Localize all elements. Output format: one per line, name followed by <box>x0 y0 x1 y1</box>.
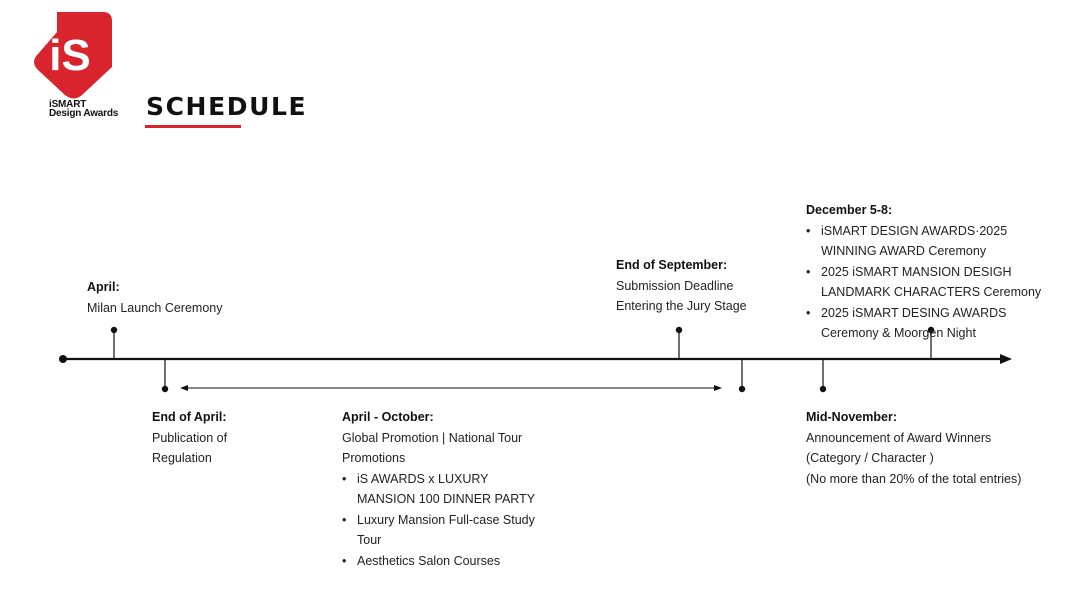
marker-oct-end-dot <box>739 386 745 392</box>
marker-end-april-dot <box>162 386 168 392</box>
event-line: Milan Launch Ceremony <box>87 300 223 315</box>
marker-end-sept-dot <box>676 327 682 333</box>
event-heading: Mid-November: <box>806 410 897 424</box>
event-heading: April: <box>87 280 120 294</box>
brand-name-line2: Design Awards <box>49 108 119 119</box>
page-title: SCHEDULE <box>146 92 308 121</box>
event-line: (Category / Character ) <box>806 451 934 465</box>
event-heading: December 5-8: <box>806 203 893 217</box>
range-arrow-right-head <box>714 385 722 391</box>
event-heading: April - October: <box>342 410 434 424</box>
marker-april-dot <box>111 327 117 333</box>
list-item: • iSMART DESIGN AWARDS·2025 WINNING AWARD Ceremony <box>806 221 1061 262</box>
event-line: (No more than 20% of the total entries) <box>806 471 1022 486</box>
list-item: • 2025 iSMART MANSION DESIGH LANDMARK CHARACTERS Ceremony <box>806 262 1061 303</box>
list-item: • iS AWARDS x LUXURY MANSION 100 DINNER PARTY <box>342 469 542 510</box>
event-april <box>87 277 287 318</box>
event-mid-november <box>806 407 1046 489</box>
event-end-april <box>152 407 262 469</box>
timeline-arrowhead <box>1000 354 1012 364</box>
event-bullet-list <box>806 221 1061 344</box>
event-line: Regulation <box>152 451 212 465</box>
event-line: Global Promotion | National Tour <box>342 430 523 445</box>
timeline-start-dot <box>59 355 67 363</box>
event-end-september <box>616 255 776 317</box>
event-line: Entering the Jury Stage <box>616 299 747 313</box>
logo-text: iS <box>49 31 91 80</box>
event-april-october <box>342 407 542 571</box>
list-item: • Luxury Mansion Full-case Study Tour <box>342 510 542 551</box>
list-item: • 2025 iSMART DESING AWARDS Ceremony & Moorgen Night <box>806 303 1061 344</box>
event-heading: End of April: <box>152 410 227 424</box>
event-line: Announcement of Award Winners <box>806 430 992 445</box>
event-bullet-list <box>342 469 542 572</box>
event-december <box>806 200 1061 344</box>
marker-mid-nov-dot <box>820 386 826 392</box>
brand-name-line1: iSMART <box>49 99 87 110</box>
event-line: Submission Deadline <box>616 278 734 293</box>
event-line: Publication of <box>152 430 228 445</box>
range-arrow-left-head <box>180 385 188 391</box>
event-line: Promotions <box>342 451 406 465</box>
list-item: • Aesthetics Salon Courses <box>342 551 542 572</box>
event-heading: End of September: <box>616 258 728 272</box>
